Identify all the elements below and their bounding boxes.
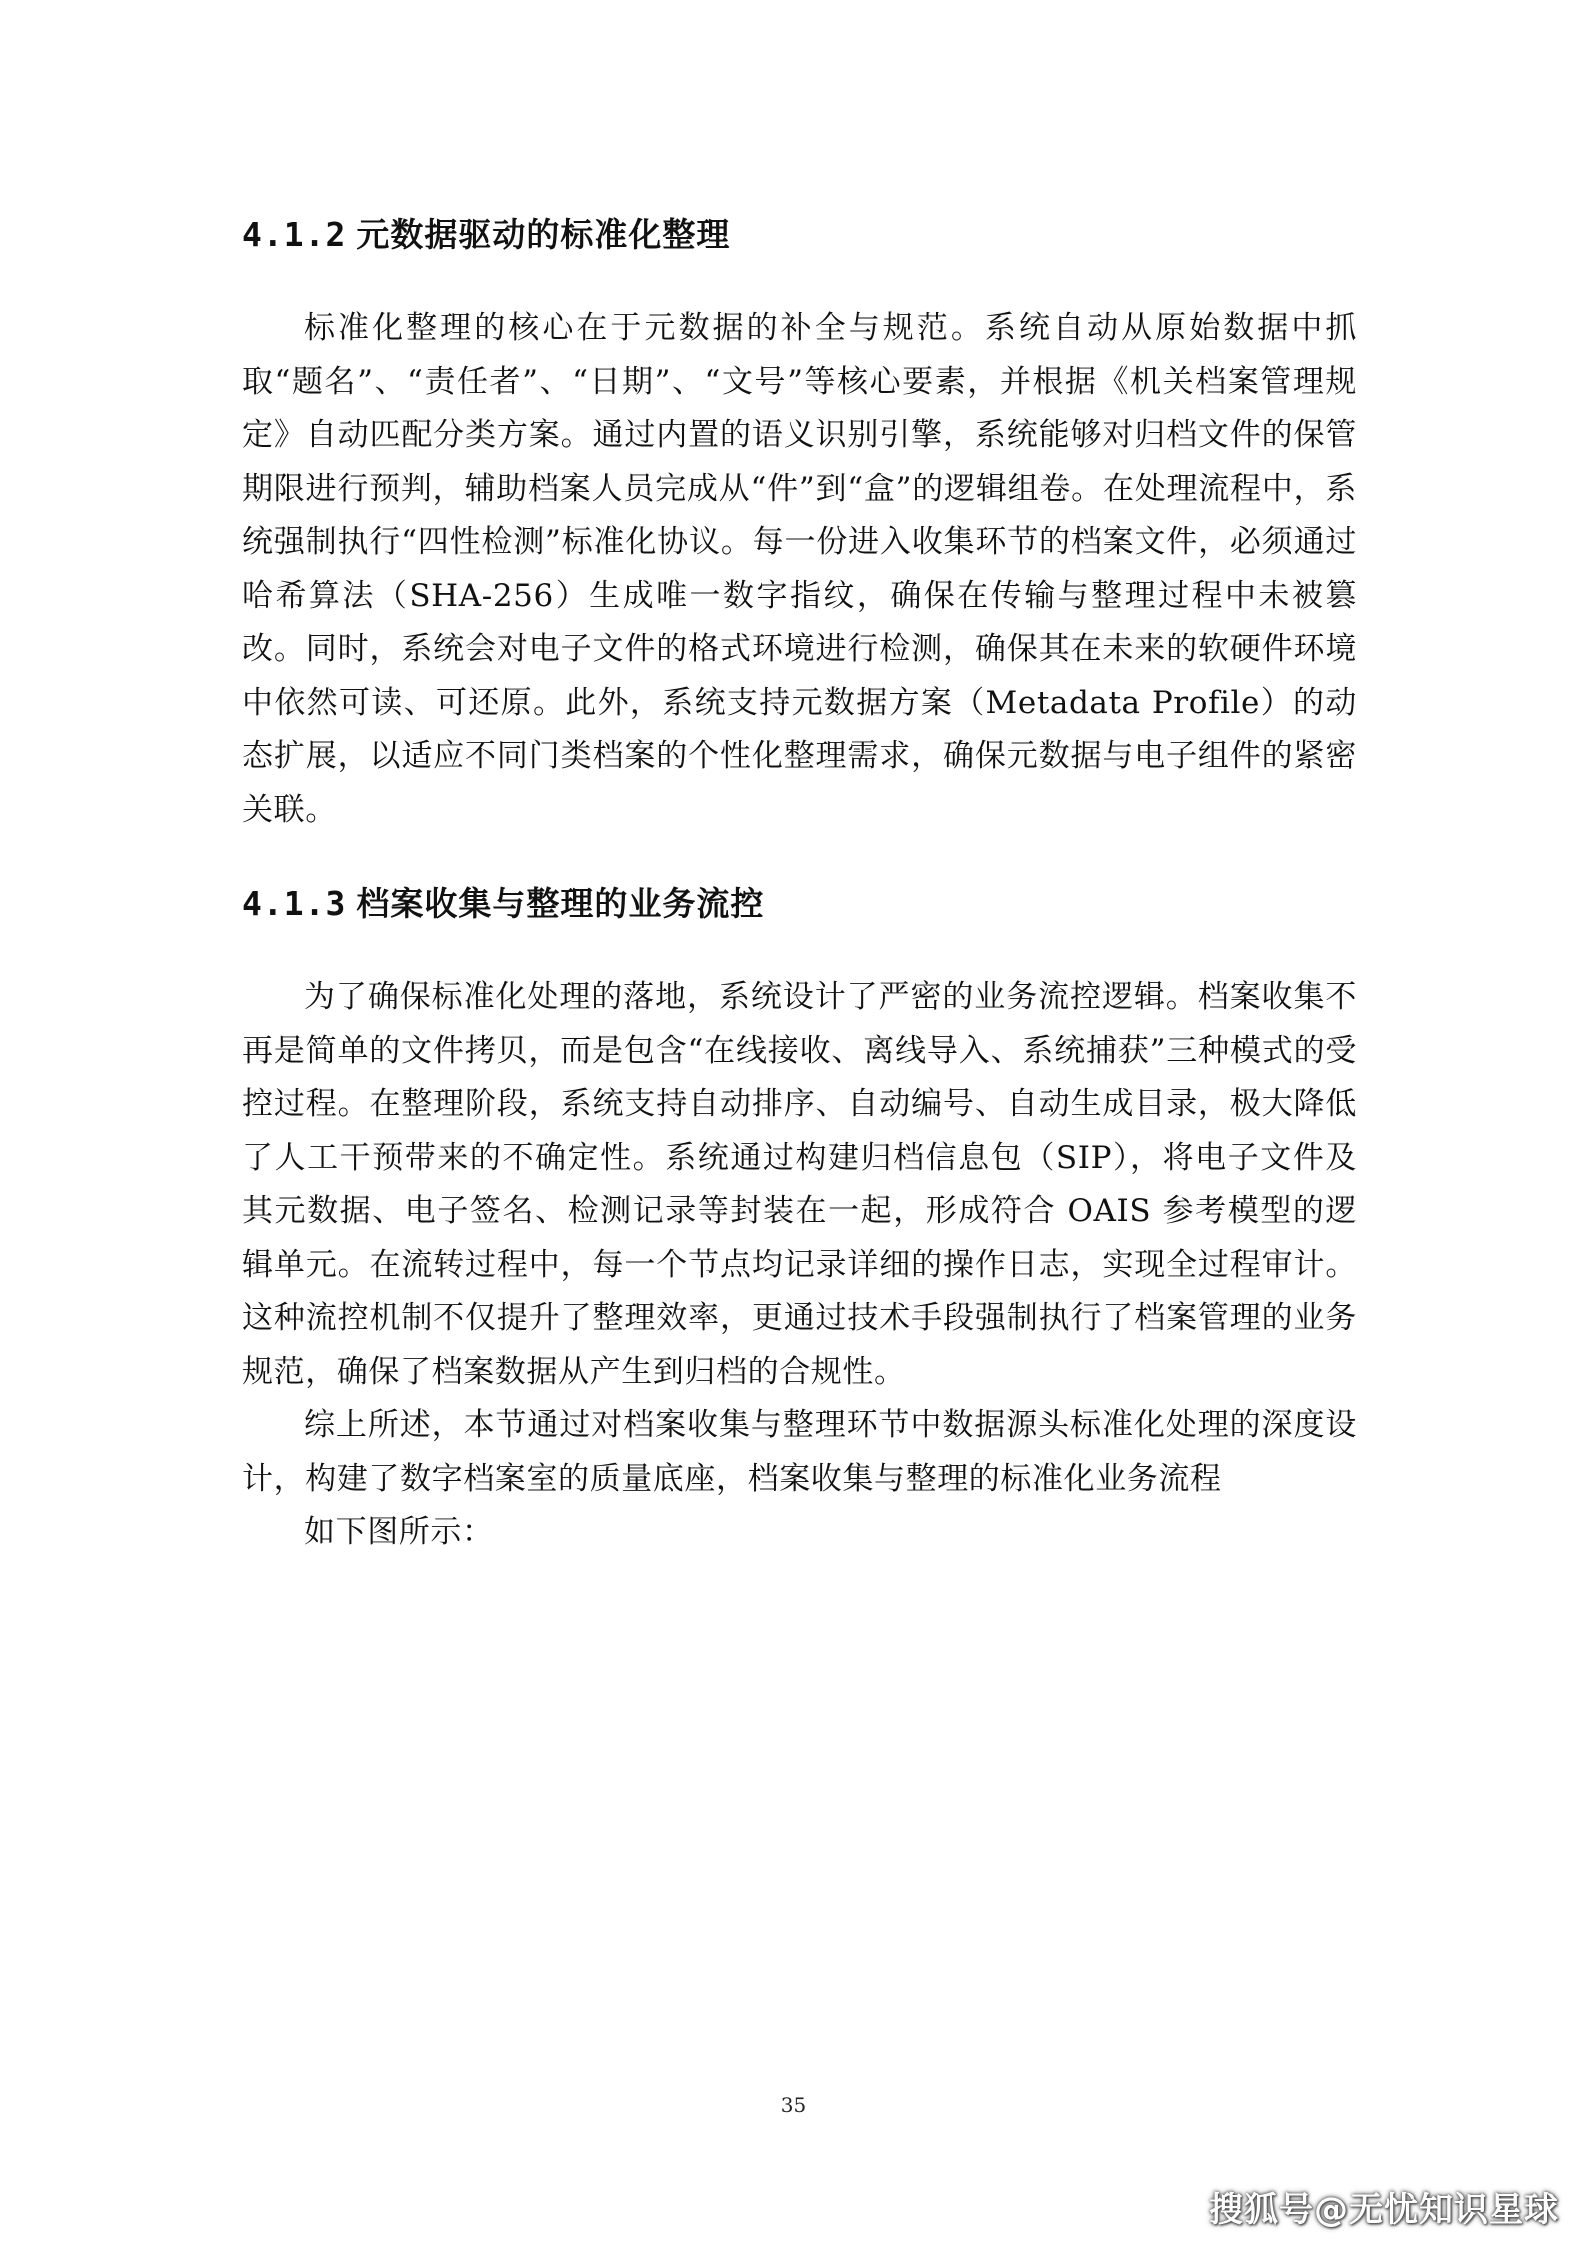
paragraph-standardized-organization: 标准化整理的核心在于元数据的补全与规范。系统自动从原始数据中抓取“题名”、“责任者”、“日期”、“文号”等核心要素，并根据《机关档案管理规定》自动匹配分类方案。通过内置的语义识别引擎，系统能够对归档文件的保管期限进行预判，辅助档案人员完成从“件”到“盒”的逻辑组卷。在处理流程中，系统强制执行“四性检测”标准化协议。每一份进入收集环节的档案文件，必须通过哈希算法（SHA-256）生成唯一数字指纹，确保在传输与整理过程中未被篡改。同时，系统会对电子文件的格式环境进行检测，确保其在未来的软硬件环境中依然可读、可还原。此外，系统支持元数据方案（Metadata Profile）的动态扩展，以适应不同门类档案的个性化整理需求，确保元数据与电子组件的紧密关联。: [242, 310, 1357, 828]
spacer: [242, 934, 1357, 971]
spacer: [242, 837, 1357, 874]
section-number: 4.1.2: [242, 215, 347, 254]
paragraph-summary: 综上所述，本节通过对档案收集与整理环节中数据源头标准化处理的深度设计，构建了数字档案室的质量底座，档案收集与整理的标准化业务流程: [242, 1407, 1357, 1497]
paragraph-figure-intro: 如下图所示：: [304, 1514, 494, 1550]
spacer: [242, 265, 1357, 302]
paragraph-business-flow-control: 为了确保标准化处理的落地，系统设计了严密的业务流控逻辑。档案收集不再是简单的文件拷贝，而是包含“在线接收、离线导入、系统捕获”三种模式的受控过程。在整理阶段，系统支持自动排序、自动编号、自动生成目录，极大降低了人工干预带来的不确定性。系统通过构建归档信息包（SIP），将电子文件及其元数据、电子签名、检测记录等封装在一起，形成符合 OAIS 参考模型的逻辑单元。在流转过程中，每一个节点均记录详细的操作日志，实现全过程审计。这种流控机制不仅提升了整理效率，更通过技术手段强制执行了档案管理的业务规范，确保了档案数据从产生到归档的合规性。: [242, 979, 1357, 1390]
section-heading-4-1-3: [242, 874, 1357, 934]
section-title: 元数据驱动的标准化整理: [356, 215, 731, 254]
watermark: 搜狐号@无忧知识星球: [1209, 2190, 1559, 2230]
page-content: [242, 205, 1357, 1560]
section-number: 4.1.3: [242, 884, 347, 923]
section-title: 档案收集与整理的业务流控: [356, 884, 765, 923]
page-number: 35: [780, 2093, 807, 2117]
section-heading-4-1-2: [242, 205, 1357, 265]
